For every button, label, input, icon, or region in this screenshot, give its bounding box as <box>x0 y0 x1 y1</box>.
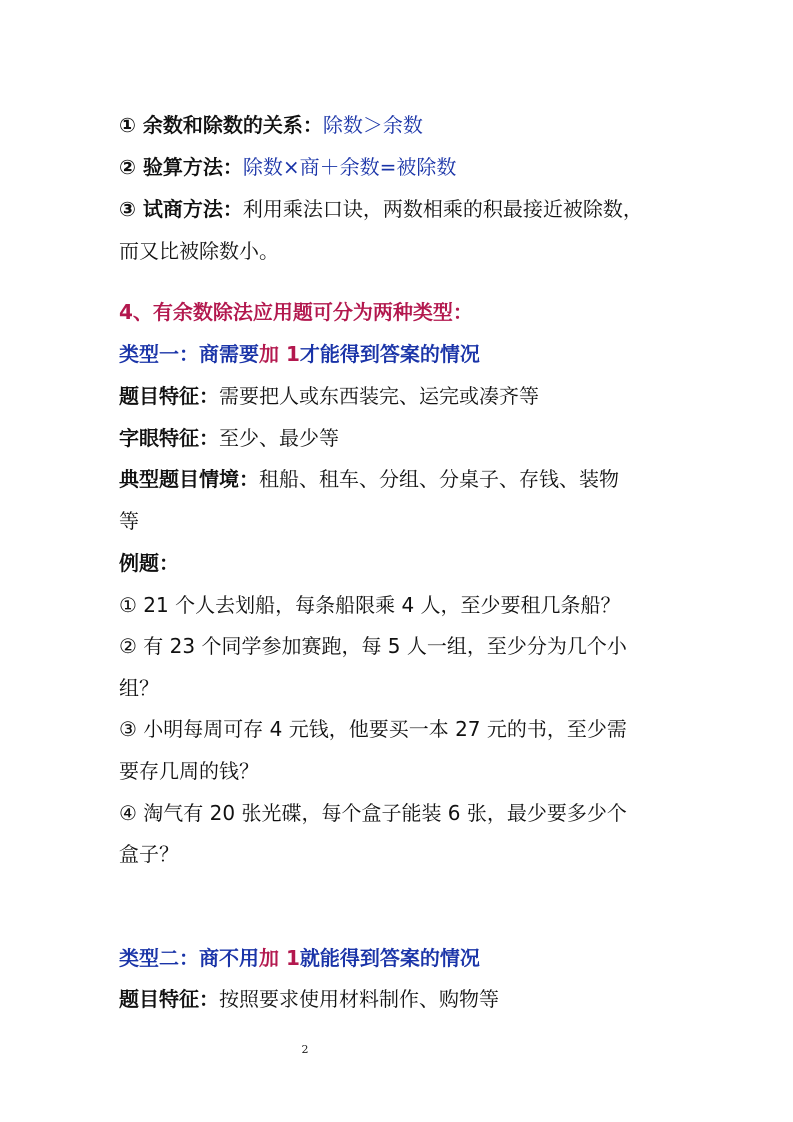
rule-trial-quotient-cont: 而又比被除数小。 <box>119 239 279 263</box>
type2-title-post: 就能得到答案的情况 <box>299 946 480 970</box>
example-line: 要存几周的钱？ <box>119 759 259 783</box>
rule-remainder-divisor <box>119 111 423 139</box>
feature-label: 题目特征： <box>119 384 219 408</box>
page-number: 2 <box>301 1043 309 1056</box>
rule-trial-quotient <box>119 195 643 223</box>
type2-feature <box>119 985 499 1013</box>
example-line: ① 21 个人去划船，每条船限乘 4 人，至少要租几条船？ <box>119 593 621 617</box>
type1-scenario-cont: 等 <box>119 509 139 533</box>
type1-title-pre: 类型一：商需要 <box>119 342 259 366</box>
type2-title-pre: 类型二：商不用 <box>119 946 259 970</box>
example-line: ④ 淘气有 20 张光碟，每个盒子能装 6 张，最少要多少个 <box>119 801 627 825</box>
rule-value: 利用乘法口诀，两数相乘的积最接近被除数， <box>242 197 643 221</box>
type2-title <box>119 944 480 972</box>
type1-keyword <box>119 424 339 452</box>
example-line: 组？ <box>119 676 159 700</box>
rule-label: ② 验算方法： <box>119 155 243 179</box>
feature-value: 需要把人或东西装完、运完或凑齐等 <box>219 384 539 408</box>
type2-title-em: 加 1 <box>259 946 300 970</box>
rule-value: 除数＞余数 <box>322 113 423 137</box>
section-heading: 4、有余数除法应用题可分为两种类型： <box>119 300 473 324</box>
type1-feature <box>119 382 539 410</box>
example-line: ② 有 23 个同学参加赛跑，每 5 人一组，至少分为几个小 <box>119 634 627 658</box>
keyword-label: 字眼特征： <box>119 426 219 450</box>
rule-value: 除数×商＋余数=被除数 <box>242 155 457 179</box>
type1-title <box>119 340 480 368</box>
rule-label: ③ 试商方法： <box>119 197 243 221</box>
type1-title-post: 才能得到答案的情况 <box>299 342 480 366</box>
rule-check-method <box>119 153 456 181</box>
example-line: 盒子？ <box>119 842 179 866</box>
keyword-value: 至少、最少等 <box>219 426 339 450</box>
type1-scenario <box>119 465 619 493</box>
scenario-value: 租船、租车、分组、分桌子、存钱、装物 <box>259 467 619 491</box>
type1-title-em: 加 1 <box>259 342 300 366</box>
examples-label: 例题： <box>119 551 179 575</box>
example-line: ③ 小明每周可存 4 元钱，他要买一本 27 元的书，至少需 <box>119 717 627 741</box>
feature-label: 题目特征： <box>119 987 219 1011</box>
feature-value: 按照要求使用材料制作、购物等 <box>219 987 499 1011</box>
scenario-label: 典型题目情境： <box>119 467 259 491</box>
rule-label: ① 余数和除数的关系： <box>119 113 323 137</box>
